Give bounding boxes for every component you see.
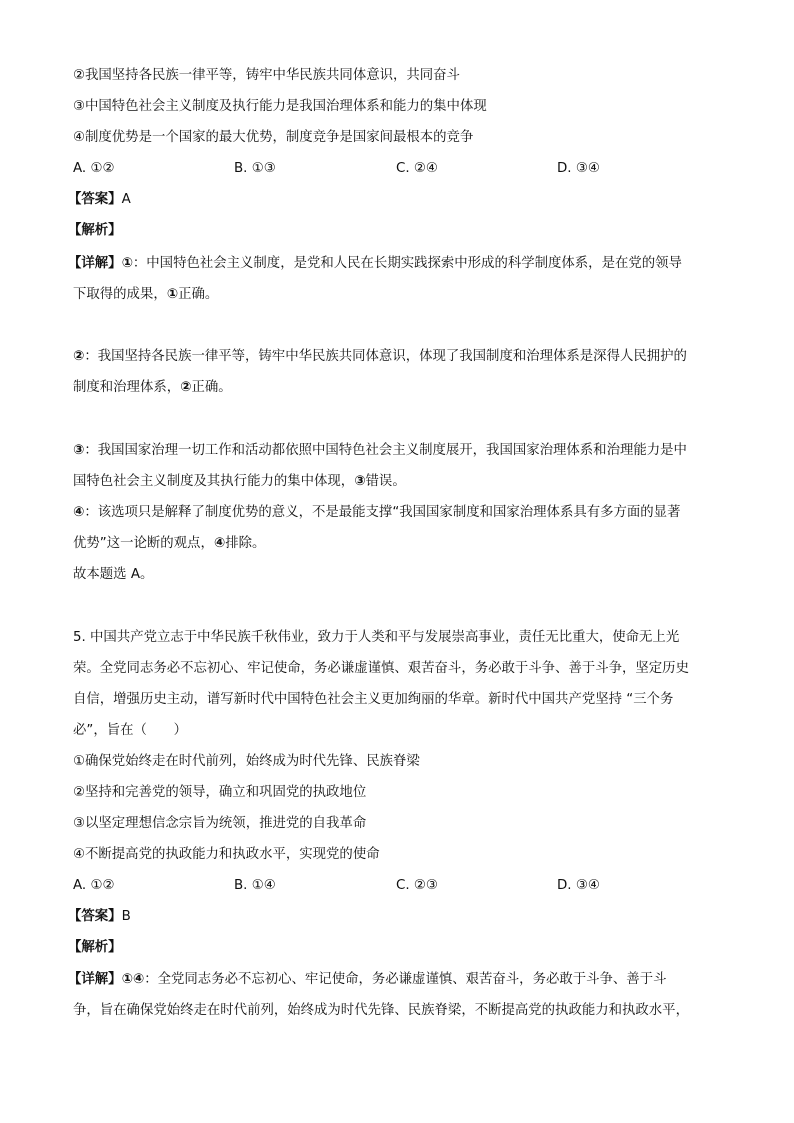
detail-text: ：我国国家治理一切工作和活动都依照中国特色社会主义制度展开，我国国家治理体系和治理能力是中 [84,443,687,458]
q4-detail-p2-l2 [73,378,733,398]
detail-text: 错误。 [365,474,406,489]
detail-mark: ④ [73,505,85,520]
q4-detail-p3-l2 [73,472,733,492]
q4-detail-p1-l2 [73,285,733,305]
detail-mark: ① [121,256,133,271]
q4-detail-p3-l1 [73,441,733,461]
q4-option-d: D. ③④ [557,161,600,176]
detail-text: 正确。 [178,287,219,302]
q5-stem-l2: 荣。全党同志务必不忘初心、牢记使命，务必谦虚谨慎、艰苦奋斗，务必敢于斗争、善于斗争，坚定历史 [73,661,689,676]
detail-mark: ①④ [121,972,145,987]
q4-conclusion: 故本题选 A。 [73,567,154,582]
detail-mark: ③ [354,474,366,489]
q4-answer [68,190,728,210]
q4-option-b: B. ①③ [234,161,276,176]
q4-item-3: ③中国特色社会主义制度及执行能力是我国治理体系和能力的集中体现 [73,99,487,114]
detail-text: ：中国特色社会主义制度，是党和人民在长期实践探索中形成的科学制度体系，是在党的领导 [132,256,682,271]
detail-text: 优势”这一论断的观点， [73,536,214,551]
detail-mark: ① [166,287,179,302]
q5-detail-l2: 争，旨在确保党始终走在时代前列，始终成为时代先锋、民族脊梁，不断提高党的执政能力和执政水平， [73,1003,689,1018]
q5-stem-l4: 必”，旨在（ ） [73,723,188,738]
detail-text: ：我国坚持各民族一律平等，铸牢中华民族共同体意识，体现了我国制度和治理体系是深得人民拥护的 [84,349,687,364]
q5-item-4: ④不断提高党的执政能力和执政水平，实现党的使命 [73,847,380,862]
q5-options [73,876,733,896]
q4-detail-p2-l1 [73,347,733,367]
detail-text: 正确。 [191,380,232,395]
detail-text: 下取得的成果， [73,287,167,302]
q4-analysis-label: 【解析】 [68,223,122,238]
detail-label: 【详解】 [68,256,122,271]
answer-label: 【答案】 [68,909,122,924]
detail-mark: ② [73,349,85,364]
q5-answer [68,907,728,927]
detail-text: 制度和治理体系， [73,380,181,395]
q5-item-2: ②坚持和完善党的领导，确立和巩固党的执政地位 [73,785,367,800]
q5-detail-l1 [68,970,728,990]
detail-text: ：该选项只是解释了制度优势的意义，不是最能支撑“我国国家制度和国家治理体系具有多方面的显著 [84,505,681,520]
q4-options [73,159,733,179]
detail-label: 【详解】 [68,972,122,987]
q5-stem-l3: 自信，增强历史主动，谱写新时代中国特色社会主义更加绚丽的华章。新时代中国共产党坚持 “三个务 [73,692,674,707]
answer-value: B [121,909,131,924]
detail-text: 国特色社会主义制度及其执行能力的集中体现， [73,474,355,489]
q4-option-c: C. ②④ [396,161,438,176]
q5-analysis-label: 【解析】 [68,940,122,955]
q4-option-a: A. ①② [73,161,115,176]
detail-mark: ③ [73,443,85,458]
q4-detail-p1-l1 [68,254,728,274]
detail-text: 排除。 [225,536,266,551]
q4-detail-p4-l2 [73,534,733,554]
q5-item-1: ①确保党始终走在时代前列，始终成为时代先锋、民族脊梁 [73,754,420,769]
answer-value: A [121,192,131,207]
q5-option-d: D. ③④ [557,878,600,893]
detail-text: ：全党同志务必不忘初心、牢记使命，务必谦虚谨慎、艰苦奋斗，务必敢于斗争、善于斗 [144,972,667,987]
detail-mark: ④ [213,536,226,551]
q5-option-b: B. ①④ [234,878,276,893]
q5-stem-l1: 5. 中国共产党立志于中华民族千秋伟业，致力于人类和平与发展崇高事业，责任无比重大，使命无上光 [73,630,680,645]
answer-label: 【答案】 [68,192,122,207]
detail-mark: ② [180,380,192,395]
q4-detail-p4-l1 [73,503,733,523]
q4-item-4: ④制度优势是一个国家的最大优势，制度竞争是国家间最根本的竞争 [73,130,474,145]
q5-option-c: C. ②③ [396,878,438,893]
q4-item-2: ②我国坚持各民族一律平等，铸牢中华民族共同体意识，共同奋斗 [73,68,460,83]
q5-option-a: A. ①② [73,878,115,893]
q5-item-3: ③以坚定理想信念宗旨为统领，推进党的自我革命 [73,816,367,831]
